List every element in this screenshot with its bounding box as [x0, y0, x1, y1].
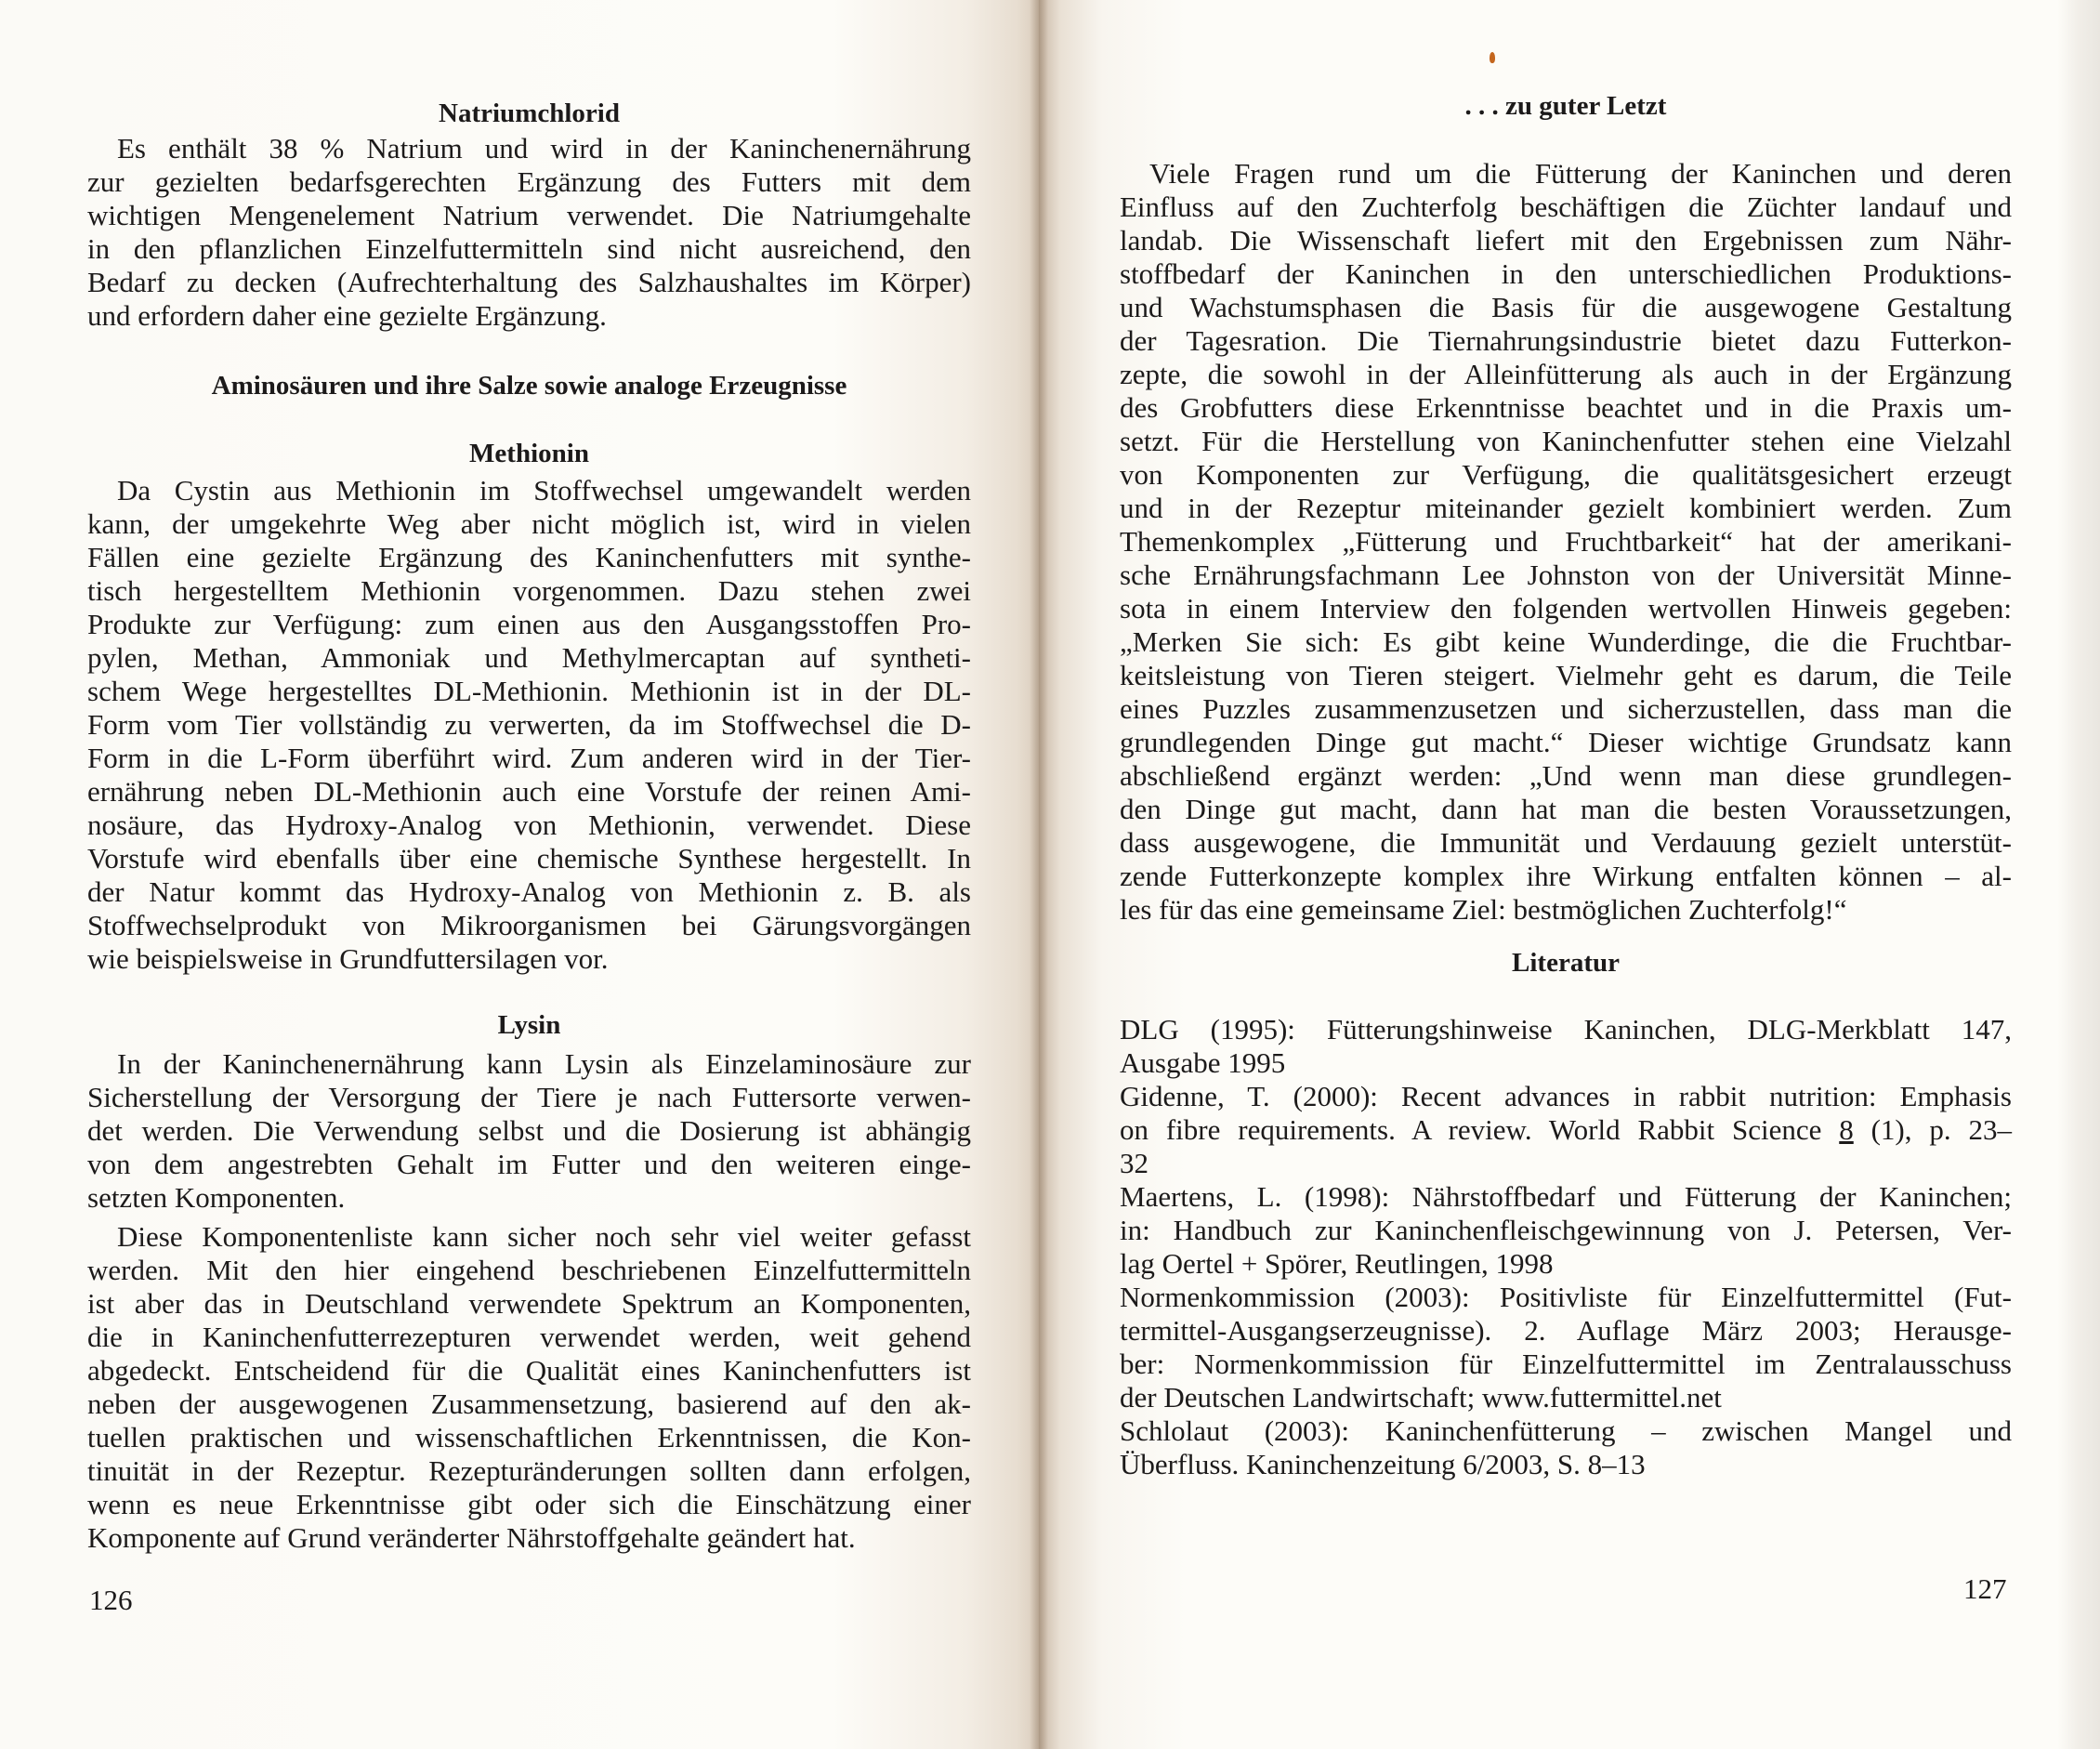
text-line: zur gezielten bedarfsgerechten Ergänzung des Futters mit dem [87, 165, 971, 198]
text-line: in den pflanzlichen Einzelfuttermitteln sind nicht ausreichend, den [87, 232, 971, 265]
text-line: Stoffwechselprodukt von Mikroorganismen bei Gärungsvorgängen [87, 909, 971, 941]
text-line: sche Ernährungsfachmann Lee Johnston von der Universität Minne- [1120, 559, 2012, 591]
text-line: Es enthält 38 % Natrium und wird in der Kaninchenernährung [117, 132, 971, 164]
reference-line: Überfluss. Kaninchenzeitung 6/2003, S. 8–13 [1120, 1448, 1646, 1480]
text-line: stoffbedarf der Kaninchen in den unterschiedlichen Produktions- [1120, 257, 2012, 290]
volume-number: 8 [1839, 1113, 1854, 1146]
text-line: Bedarf zu decken (Aufrechterhaltung des Salzhaushaltes im Körper) [87, 266, 971, 298]
reference-line: Ausgabe 1995 [1120, 1046, 1286, 1079]
text-line: tuellen praktischen und wissenschaftlichen Erkenntnissen, die Kon- [87, 1421, 971, 1453]
text-line: und erfordern daher eine gezielte Ergänzung. [87, 299, 607, 332]
text-line: ernährung neben DL-Methionin auch eine Vorstufe der reinen Ami- [87, 775, 971, 808]
text-line: Komponente auf Grund veränderter Nährstoffgehalte geändert hat. [87, 1521, 856, 1554]
heading-natriumchlorid: Natriumchlorid [439, 99, 620, 128]
text-line: setzten Komponenten. [87, 1181, 346, 1214]
text-line: den Dinge gut macht, dann hat man die besten Voraussetzungen, [1120, 793, 2012, 825]
text-line: Sicherstellung der Versorgung der Tiere je nach Futtersorte verwen- [87, 1081, 971, 1113]
text-line: Form in die L-Form überführt wird. Zum anderen wird in der Tier- [87, 742, 971, 774]
heading-lysin: Lysin [497, 1010, 561, 1040]
text-line: sota in einem Interview den folgenden wertvollen Hinweis gegeben: [1120, 592, 2012, 625]
text-line: der Tagesration. Die Tiernahrungsindustrie bietet dazu Futterkon- [1120, 324, 2012, 357]
reference-line: Maertens, L. (1998): Nährstoffbedarf und Fütterung der Kaninchen; [1120, 1180, 2012, 1213]
text-line: Viele Fragen rund um die Fütterung der Kaninchen und deren [1149, 157, 2012, 190]
reference-line: DLG (1995): Fütterungshinweise Kaninchen, DLG-Merkblatt 147, [1120, 1013, 2012, 1045]
text-line: Form vom Tier vollständig zu verwerten, da im Stoffwechsel die D- [87, 708, 971, 741]
text-line: les für das eine gemeinsame Ziel: bestmöglichen Zuchterfolg!“ [1120, 893, 1847, 926]
heading-aminosaeuren: Aminosäuren und ihre Salze sowie analoge Erzeugnisse [211, 371, 847, 401]
text-line: von dem angestrebten Gehalt im Futter und den weiteren einge- [87, 1148, 971, 1180]
heading-methionin: Methionin [469, 439, 589, 468]
text-line: schem Wege hergestelltes DL-Methionin. Methionin ist in der DL- [87, 675, 971, 707]
heading-literatur: Literatur [1512, 948, 1620, 978]
reference-line: ber: Normenkommission für Einzelfuttermittel im Zentralausschuss [1120, 1348, 2012, 1380]
text-line: eines Puzzles zusammenzusetzen und sicherzustellen, dass man die [1120, 692, 2012, 725]
reference-line: Schlolaut (2003): Kaninchenfütterung – zwischen Mangel und [1120, 1414, 2012, 1447]
ink-speck [1490, 52, 1495, 63]
book-gutter [1030, 0, 1048, 1749]
text-line: Produkte zur Verfügung: zum einen aus den Ausgangsstoffen Pro- [87, 608, 971, 640]
text-line: Fällen eine gezielte Ergänzung des Kaninchenfutters mit synthe- [87, 541, 971, 573]
text-line: Vorstufe wird ebenfalls über eine chemische Synthese hergestellt. In [87, 842, 971, 874]
reference-text: on fibre requirements. A review. World Rabbit Science [1120, 1113, 1840, 1146]
text-line: In der Kaninchenernährung kann Lysin als Einzelaminosäure zur [117, 1047, 971, 1080]
text-line: wenn es neue Erkenntnisse gibt oder sich die Einschätzung einer [87, 1488, 971, 1520]
page-number-right: 127 [1963, 1572, 2007, 1605]
text-line: abgedeckt. Entscheidend für die Qualität eines Kaninchenfutters ist [87, 1354, 971, 1387]
reference-line: Gidenne, T. (2000): Recent advances in rabbit nutrition: Emphasis [1120, 1080, 2012, 1112]
text-line: landab. Die Wissenschaft liefert mit den Ergebnissen zum Nähr- [1120, 224, 2012, 256]
text-line: tisch hergestelltem Methionin vorgenommen. Dazu stehen zwei [87, 574, 971, 607]
text-line: grundlegenden Dinge gut macht.“ Dieser wichtige Grundsatz kann [1120, 726, 2012, 758]
reference-line: der Deutschen Landwirtschaft; www.futtermittel.net [1120, 1381, 1722, 1414]
text-line: werden. Mit den hier eingehend beschriebenen Einzelfuttermitteln [87, 1254, 971, 1286]
text-line: wie beispielsweise in Grundfuttersilagen vor. [87, 942, 609, 975]
text-line: pylen, Methan, Ammoniak und Methylmercaptan auf syntheti- [87, 641, 971, 674]
text-line: von Komponenten zur Verfügung, die qualitätsgesichert erzeugt [1120, 458, 2012, 491]
text-line: kann, der umgekehrte Weg aber nicht möglich ist, wird in vielen [87, 507, 971, 540]
text-line: neben der ausgewogenen Zusammensetzung, basierend auf den ak- [87, 1387, 971, 1420]
text-line: dass ausgewogene, die Immunität und Verdauung gezielt unterstüt- [1120, 826, 2012, 859]
heading-zu-guter-letzt: . . . zu guter Letzt [1464, 91, 1667, 121]
reference-line: Normenkommission (2003): Positivliste für Einzelfuttermittel (Fut- [1120, 1281, 2012, 1313]
reference-line: lag Oertel + Spörer, Reutlingen, 1998 [1120, 1247, 1554, 1280]
text-line: zende Futterkonzepte komplex ihre Wirkung entfalten können – al- [1120, 860, 2012, 892]
text-line: Einfluss auf den Zuchterfolg beschäftigen die Züchter landauf und [1120, 191, 2012, 223]
text-line: keitsleistung von Tieren steigert. Vielmehr geht es darum, die Teile [1120, 659, 2012, 691]
text-line: ist aber das in Deutschland verwendete Spektrum an Komponenten, [87, 1287, 971, 1320]
text-line: Themenkomplex „Fütterung und Fruchtbarkeit“ hat der amerikani- [1120, 525, 2012, 558]
text-line: wichtigen Mengenelement Natrium verwendet. Die Natriumgehalte [87, 199, 971, 231]
text-line: des Grobfutters diese Erkenntnisse beachtet und in die Praxis um- [1120, 391, 2012, 424]
text-line: Diese Komponentenliste kann sicher noch sehr viel weiter gefasst [117, 1220, 971, 1253]
text-line: nosäure, das Hydroxy-Analog von Methionin, verwendet. Diese [87, 809, 971, 841]
reference-line: 32 [1120, 1147, 1148, 1179]
reference-line [1120, 1113, 2012, 1147]
text-line: der Natur kommt das Hydroxy-Analog von Methionin z. B. als [87, 875, 971, 908]
reference-line: termittel-Ausgangserzeugnisse). 2. Auflage März 2003; Herausge- [1120, 1314, 2012, 1347]
reference-line: in: Handbuch zur Kaninchenfleischgewinnung von J. Petersen, Ver- [1120, 1214, 2012, 1246]
text-line: Da Cystin aus Methionin im Stoffwechsel umgewandelt werden [117, 474, 971, 506]
text-line: setzt. Für die Herstellung von Kaninchenfutter stehen eine Vielzahl [1120, 425, 2012, 457]
page-number-left: 126 [89, 1584, 133, 1616]
reference-text: (1), p. 23– [1853, 1113, 2012, 1146]
text-line: zepte, die sowohl in der Alleinfütterung als auch in der Ergänzung [1120, 358, 2012, 390]
text-line: und in der Rezeptur miteinander gezielt kombiniert werden. Zum [1120, 492, 2012, 524]
text-line: die in Kaninchenfutterrezepturen verwendet werden, weit gehend [87, 1321, 971, 1353]
text-line: det werden. Die Verwendung selbst und die Dosierung ist abhängig [87, 1114, 971, 1147]
text-line: abschließend ergänzt werden: „Und wenn man diese grundlegen- [1120, 759, 2012, 792]
text-line: und Wachstumsphasen die Basis für die ausgewogene Gestaltung [1120, 291, 2012, 323]
text-line: tinuität in der Rezeptur. Rezepturänderungen sollten dann erfolgen, [87, 1454, 971, 1487]
text-line: „Merken Sie sich: Es gibt keine Wunderdinge, die die Fruchtbar- [1120, 625, 2012, 658]
